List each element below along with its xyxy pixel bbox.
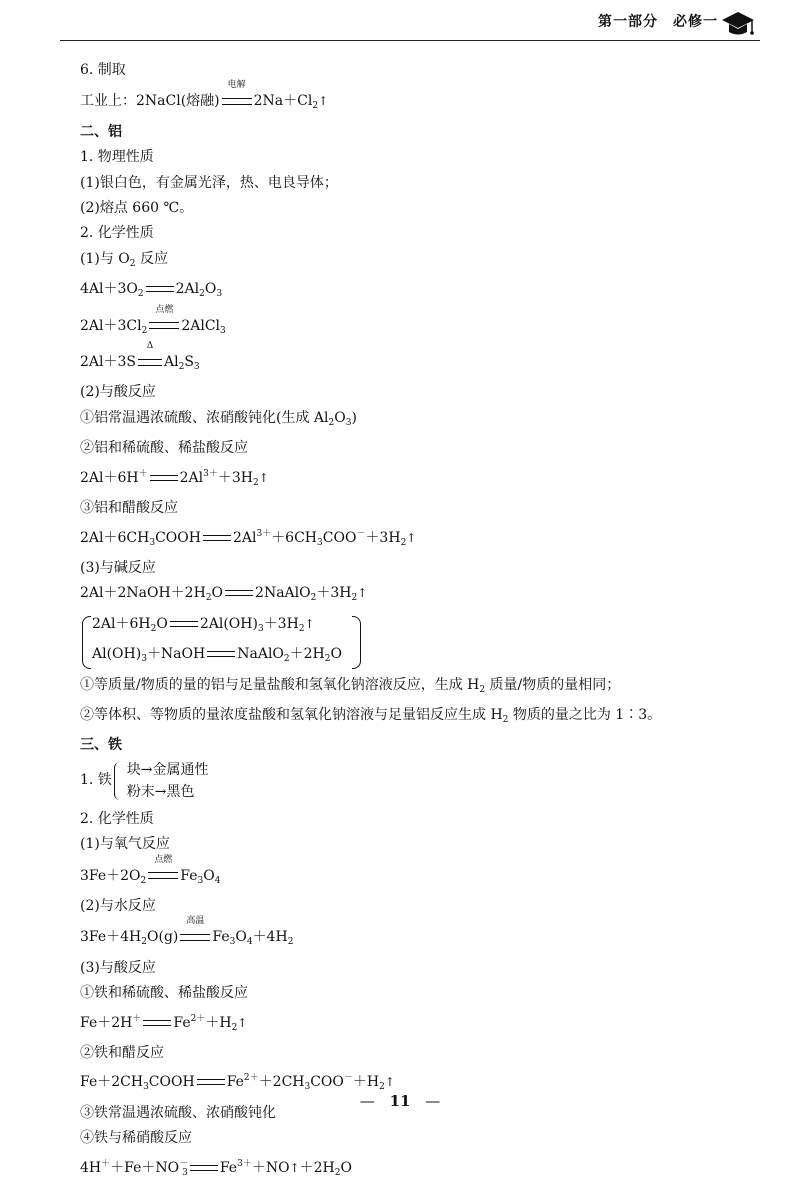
- text-line: ③铝和醋酸反应: [80, 500, 178, 517]
- equation: $4H^++Fe+NO^-_3$ $Fe^{3+}+NO↑+2H_2O$: [80, 1158, 352, 1178]
- text-line: 块→金属通性: [126, 761, 209, 778]
- page-header: [0, 0, 800, 44]
- page-content: [80, 58, 760, 1186]
- text-line: ②铝和稀硫酸、稀盐酸反应: [80, 440, 248, 457]
- section-heading: 二、铝: [80, 123, 122, 140]
- brace-icon: [114, 762, 123, 800]
- text-line: ①铝常温遇浓硫酸、浓硝酸钝化(生成 $Al_2O_3$): [80, 409, 357, 428]
- text-line: (1)银白色，有金属光泽，热、电良导体；: [80, 174, 338, 191]
- equation: $4Al+3O_2$ $2Al_2O_3$: [80, 281, 223, 300]
- gas-arrow-icon: ↑: [318, 94, 329, 109]
- equation: Fe＋2H＋ $Fe^{2+}+H_2↑$: [80, 1013, 248, 1033]
- text-line: ②铁和醋反应: [80, 1045, 164, 1061]
- equation: $Al(OH)_3+NaOH$ $NaAlO_2+2H_2O$: [92, 646, 342, 665]
- equation-nacl-electrolysis: 工业上：2NaCl(熔融) 电解 $2Na+Cl_2↑$: [80, 80, 329, 112]
- page-number: 11: [389, 1092, 411, 1110]
- text-line: (1)与 $O_2$ 反应: [80, 250, 168, 269]
- text-line: (2)与水反应: [80, 897, 156, 914]
- equation: $2Al+3Cl_2$ 点燃 2AlCl$_3$: [80, 304, 226, 336]
- gas-arrow-icon: ↑: [384, 1075, 395, 1090]
- equation: $2Al+6CH_3COOH$ $2Al^{3+}+6CH_3COO^-+3H_2↑$: [80, 528, 417, 548]
- text-line: (3)与酸反应: [80, 959, 156, 976]
- text-line: ④铁与稀硝酸反应: [80, 1130, 192, 1147]
- text-line: ②等体积、等物质的量浓度盐酸和氢氧化钠溶液与足量铝反应生成 $H_2$ 物质的量之比为 1∶3。: [80, 706, 662, 725]
- text-line: ①铁和稀硫酸、稀盐酸反应: [80, 985, 248, 1002]
- text-line: (2)熔点 660 ℃。: [80, 200, 194, 217]
- text-line: 1. 物理性质: [80, 149, 154, 166]
- equation: 2Al＋6H＋ $2Al^{3+}+3H_2↑$: [80, 468, 269, 488]
- equation: $2Al+2NaOH+2H_2O$ $2NaAlO_2+3H_2↑$: [80, 585, 368, 604]
- page-footer: — 11 —: [359, 1092, 441, 1110]
- equation: $3Fe+4H_2O(g)$ 高温 $Fe_3O_4+4H_2$: [80, 916, 294, 948]
- text-line: 2. 化学性质: [80, 810, 154, 827]
- gas-arrow-icon: ↑: [304, 616, 315, 631]
- header-title: 第一部分 必修一: [598, 14, 718, 30]
- graduation-cap-icon: [720, 6, 756, 38]
- text-line: (2)与酸反应: [80, 384, 156, 401]
- gas-arrow-icon: ↑: [237, 1015, 248, 1030]
- text-line: (3)与碱反应: [80, 559, 156, 576]
- section-title: 6. 制取: [80, 62, 126, 78]
- iron-form-brace: 1. 铁 块→金属通性 粉末→黑色: [80, 759, 760, 803]
- gas-arrow-icon: ↑: [406, 530, 417, 545]
- equation: 2Al＋3S Δ $Al_2S_3$: [80, 341, 200, 373]
- gas-arrow-icon: ↑: [289, 1160, 300, 1175]
- text-line: ③铁常温遇浓硫酸、浓硝酸钝化: [80, 1104, 276, 1121]
- equation: $2Al+6H_2O$ $2Al(OH)_3+3H_2↑$: [92, 615, 315, 634]
- section-heading: 三、铁: [80, 737, 122, 754]
- mechanism-bracket: [80, 612, 760, 673]
- gas-arrow-icon: ↑: [357, 586, 368, 601]
- text-line: 粉末→黑色: [126, 783, 195, 800]
- text-line: ①等质量/物质的量的铝与足量盐酸和氢氧化钠溶液反应，生成 $H_2$ 质量/物质的量相同；: [80, 676, 621, 695]
- header-rule: [60, 40, 760, 41]
- equation: $Fe+2CH_3COOH$ $Fe^{2+}+2CH_3COO^-+H_2↑$: [80, 1073, 395, 1093]
- text-line: (1)与氧气反应: [80, 836, 170, 853]
- gas-arrow-icon: ↑: [258, 470, 269, 485]
- equation: $3Fe+2O_2$ 点燃 $Fe_3O_4$: [80, 854, 221, 886]
- text-line: 2. 化学性质: [80, 225, 154, 242]
